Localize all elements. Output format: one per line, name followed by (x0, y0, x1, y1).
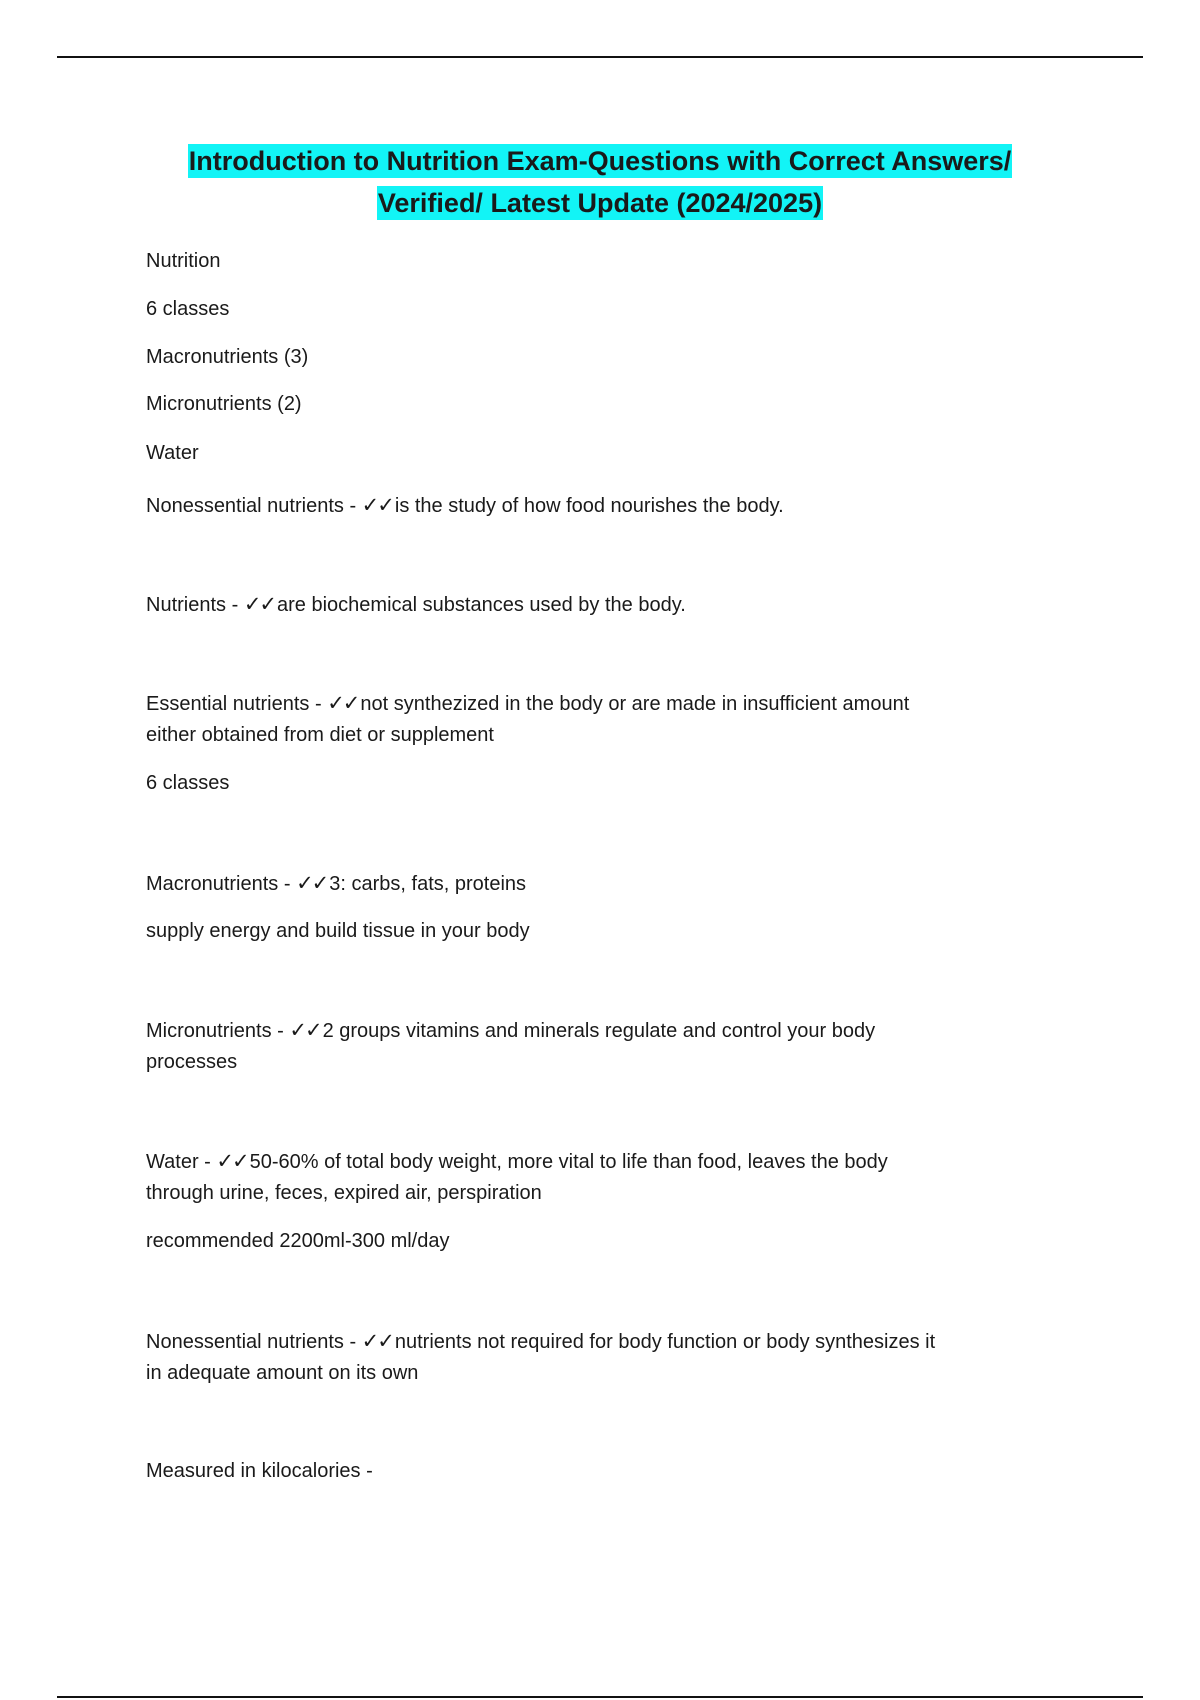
qa-answer: not synthezized in the body or are made in insufficient amount (360, 693, 910, 715)
qa-item (146, 1145, 888, 1178)
qa-item (146, 1325, 935, 1358)
qa-item (146, 489, 784, 522)
qa-extra-line: 6 classes (146, 772, 230, 794)
qa-extra-line: supply energy and build tissue in your body (146, 920, 530, 942)
qa-item (146, 687, 909, 720)
qa-answer-continued: in adequate amount on its own (146, 1362, 419, 1384)
qa-term: Measured in kilocalories - (146, 1460, 373, 1482)
qa-term: Essential nutrients - (146, 693, 328, 715)
qa-answer: 3: carbs, fats, proteins (329, 873, 527, 895)
qa-term: Nonessential nutrients - (146, 495, 362, 517)
qa-term: Nutrients - (146, 594, 244, 616)
intro-line-water: Water (146, 442, 199, 464)
double-check-icon: ✓✓ (289, 1018, 321, 1042)
qa-answer: are biochemical substances used by the body. (277, 594, 686, 616)
qa-answer: is the study of how food nourishes the body. (394, 495, 784, 517)
intro-line-nutrition: Nutrition (146, 250, 221, 272)
double-check-icon: ✓✓ (243, 592, 276, 616)
qa-term: Macronutrients - (146, 873, 297, 895)
top-rule (57, 56, 1143, 58)
intro-line-classes: 6 classes (146, 298, 230, 320)
double-check-icon: ✓✓ (361, 1329, 393, 1353)
qa-term: Nonessential nutrients - (146, 1331, 362, 1353)
title-line-1: Introduction to Nutrition Exam-Questions with Correct Answers/ (188, 146, 1012, 176)
bottom-rule (57, 1696, 1143, 1698)
qa-answer: 50-60% of total body weight, more vital to life than food, leaves the body (249, 1151, 888, 1173)
qa-item (146, 588, 686, 621)
intro-line-macronutrients: Macronutrients (3) (146, 346, 309, 368)
qa-answer-continued: processes (146, 1051, 238, 1073)
qa-item (146, 867, 526, 900)
double-check-icon: ✓✓ (327, 691, 359, 715)
qa-term: Micronutrients - (146, 1020, 290, 1042)
qa-answer: nutrients not required for body function or body synthesizes it (394, 1331, 936, 1353)
double-check-icon: ✓✓ (216, 1149, 248, 1173)
title-line-2: Verified/ Latest Update (2024/2025) (377, 188, 823, 218)
qa-answer-continued: through urine, feces, expired air, perspiration (146, 1182, 542, 1204)
qa-answer: 2 groups vitamins and minerals regulate and control your body (322, 1020, 876, 1042)
document-title (57, 140, 1143, 224)
qa-term: Water - (146, 1151, 217, 1173)
intro-line-micronutrients: Micronutrients (2) (146, 393, 302, 415)
qa-extra-line: recommended 2200ml-300 ml/day (146, 1230, 450, 1252)
qa-item (146, 1455, 373, 1487)
qa-answer-continued: either obtained from diet or supplement (146, 724, 494, 746)
qa-item (146, 1014, 875, 1047)
double-check-icon: ✓✓ (296, 871, 328, 895)
double-check-icon: ✓✓ (361, 493, 393, 517)
